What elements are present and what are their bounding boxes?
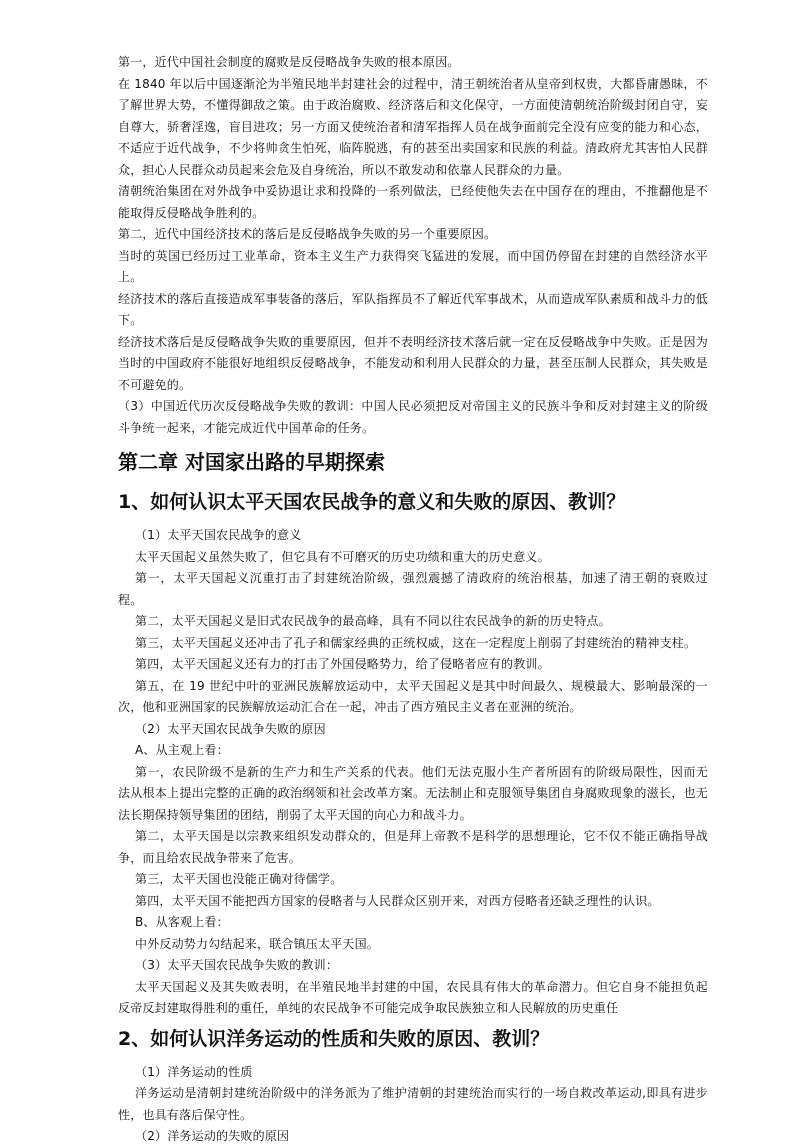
paragraph-cause-2: 第二，近代中国经济技术的落后是反侵略战争失败的另一个重要原因。 <box>118 227 497 241</box>
subheading-failure-lesson: （3）太平天国农民战争失败的教训： <box>135 958 339 972</box>
subheading-subjective: A、从主观上看： <box>135 743 229 757</box>
subheading-failure-causes: （2）太平天国农民战争失败的原因 <box>135 721 326 736</box>
list-item: 第二，太平天国是以宗教来组织发动群众的，但是拜上帝教不是科学的思想理论，它不仅不能正确指导战争，而且给农民战争带来了危害。 <box>118 829 708 865</box>
subheading-failure-causes-2: （2）洋务运动的失败的原因 <box>135 1129 290 1143</box>
list-item: 第二，太平天国起义是旧式农民战争的最高峰，具有不同以往农民战争的新的历史特点。 <box>135 614 611 628</box>
list-item: 第五，在 19 世纪中叶的亚洲民族解放运动中，太平天国起义是其中时间最久、规模最大、影响最深的一次，他和亚洲国家的民族解放运动汇合在一起，冲击了西方殖民主义者在亚洲的统治。 <box>118 678 708 714</box>
paragraph-lesson: （3）中国近代历次反侵略战争失败的教训：中国人民必须把反对帝国主义的民族斗争和反对封建主义的阶级斗争统一起来，才能完成近代中国革命的任务。 <box>118 399 708 435</box>
question-1-title: 1、如何认识太平天国农民战争的意义和失败的原因、教训？ <box>118 491 626 513</box>
subheading-objective: B、从客观上看： <box>135 915 229 929</box>
list-item: 第三，太平天国起义还冲击了孔子和儒家经典的正统权威，这在一定程度上削弱了封建统治的精神支柱。 <box>135 635 697 650</box>
paragraph-qing-surrender: 清朝统治集团在对外战争中妥协退让求和投降的一系列做法，已经使他失去在中国存在的理由，不推翻他是不能取得反侵略战争胜利的。 <box>118 184 708 220</box>
question-2-title: 2、如何认识洋务运动的性质和失败的原因、教训？ <box>118 1027 550 1050</box>
subheading-nature: （1）洋务运动的性质 <box>135 1064 253 1079</box>
paragraph-backward-not-decisive: 经济技术落后是反侵略战争失败的重要原因，但并不表明经济技术落后就一定在反侵略战争中失败。正是因为当时的中国政府不能很好地组织反侵略战争，不能发动和利用人民群众的力量，甚至压制人民群众，其失败是不可避免的。 <box>118 334 708 392</box>
paragraph-lesson-text: 太平天国起义及其失败表明，在半殖民地半封建的中国，农民具有伟大的革命潜力。但它自身不能担负起反帝反封建取得胜利的重任，单纯的农民战争不可能完成争取民族独立和人民解放的历史重任 <box>118 979 708 1015</box>
chapter-title: 第二章 对国家出路的早期探索 <box>118 450 385 474</box>
paragraph-military-backward: 经济技术的落后直接造成军事装备的落后，军队指挥员不了解近代军事战术，从而造成军队素质和战斗力的低下。 <box>118 291 708 327</box>
paragraph-cause-1: 第一，近代中国社会制度的腐败是反侵略战争失败的根本原因。 <box>118 55 460 69</box>
list-item: 第一，太平天国起义沉重打击了封建统治阶级，强烈震撼了清政府的统治根基，加速了清王朝的衰败过程。 <box>118 571 708 607</box>
list-item: 第一，农民阶级不是新的生产力和生产关系的代表。他们无法克服小生产者所固有的阶级局限性，因而无法从根本上提出完整的正确的政治纲领和社会改革方案。无法制止和克服领导集团自身腐败现象的滋长，也无法长期保持领导集团的团结，削弱了太平天国的向心力和战斗力。 <box>118 764 708 822</box>
paragraph-qing-corruption: 在 1840 年以后中国逐渐沦为半殖民地半封建社会的过程中，清王朝统治者从皇帝到权贵，大都昏庸愚昧，不了解世界大势，不懂得御敌之策。由于政治腐败、经济落后和文化保守，一方面使清朝统治阶级封闭自守，妄自尊大，骄奢淫逸，盲目进攻；另一方面又使统治者和清军指挥人员在战争面前完全没有应变的能力和心态，不适应于近代战争，不少将帅贪生怕死，临阵脱逃，有的甚至出卖国家和民族的利益。清政府尤其害怕人民群众，担心人民群众动员起来会危及自身统治，所以不敢发动和依靠人民群众的力量。 <box>118 76 708 177</box>
list-item: 中外反动势力勾结起来，联合镇压太平天国。 <box>135 936 380 951</box>
list-item: 第四，太平天国起义还有力的打击了外国侵略势力，给了侵略者应有的教训。 <box>135 657 550 671</box>
paragraph-nature: 洋务运动是清朝封建统治阶级中的洋务派为了维护清朝的封建统治而实行的一场自救改革运动,即具有进步性，也具有落后保守性。 <box>118 1086 708 1122</box>
list-item: 第四，太平天国不能把西方国家的侵略者与人民群众区别开来，对西方侵略者还缺乏理性的认识。 <box>135 893 660 908</box>
subheading-significance: （1）太平天国农民战争的意义 <box>135 528 302 542</box>
paragraph-britain-industrial: 当时的英国已经历过工业革命，资本主义生产力获得突飞猛进的发展，而中国仍停留在封建的自然经济水平上。 <box>118 248 708 284</box>
list-item: 太平天国起义虽然失败了，但它具有不可磨灭的历史功绩和重大的历史意义。 <box>135 549 550 564</box>
list-item: 第三，太平天国也没能正确对待儒学。 <box>135 872 343 886</box>
